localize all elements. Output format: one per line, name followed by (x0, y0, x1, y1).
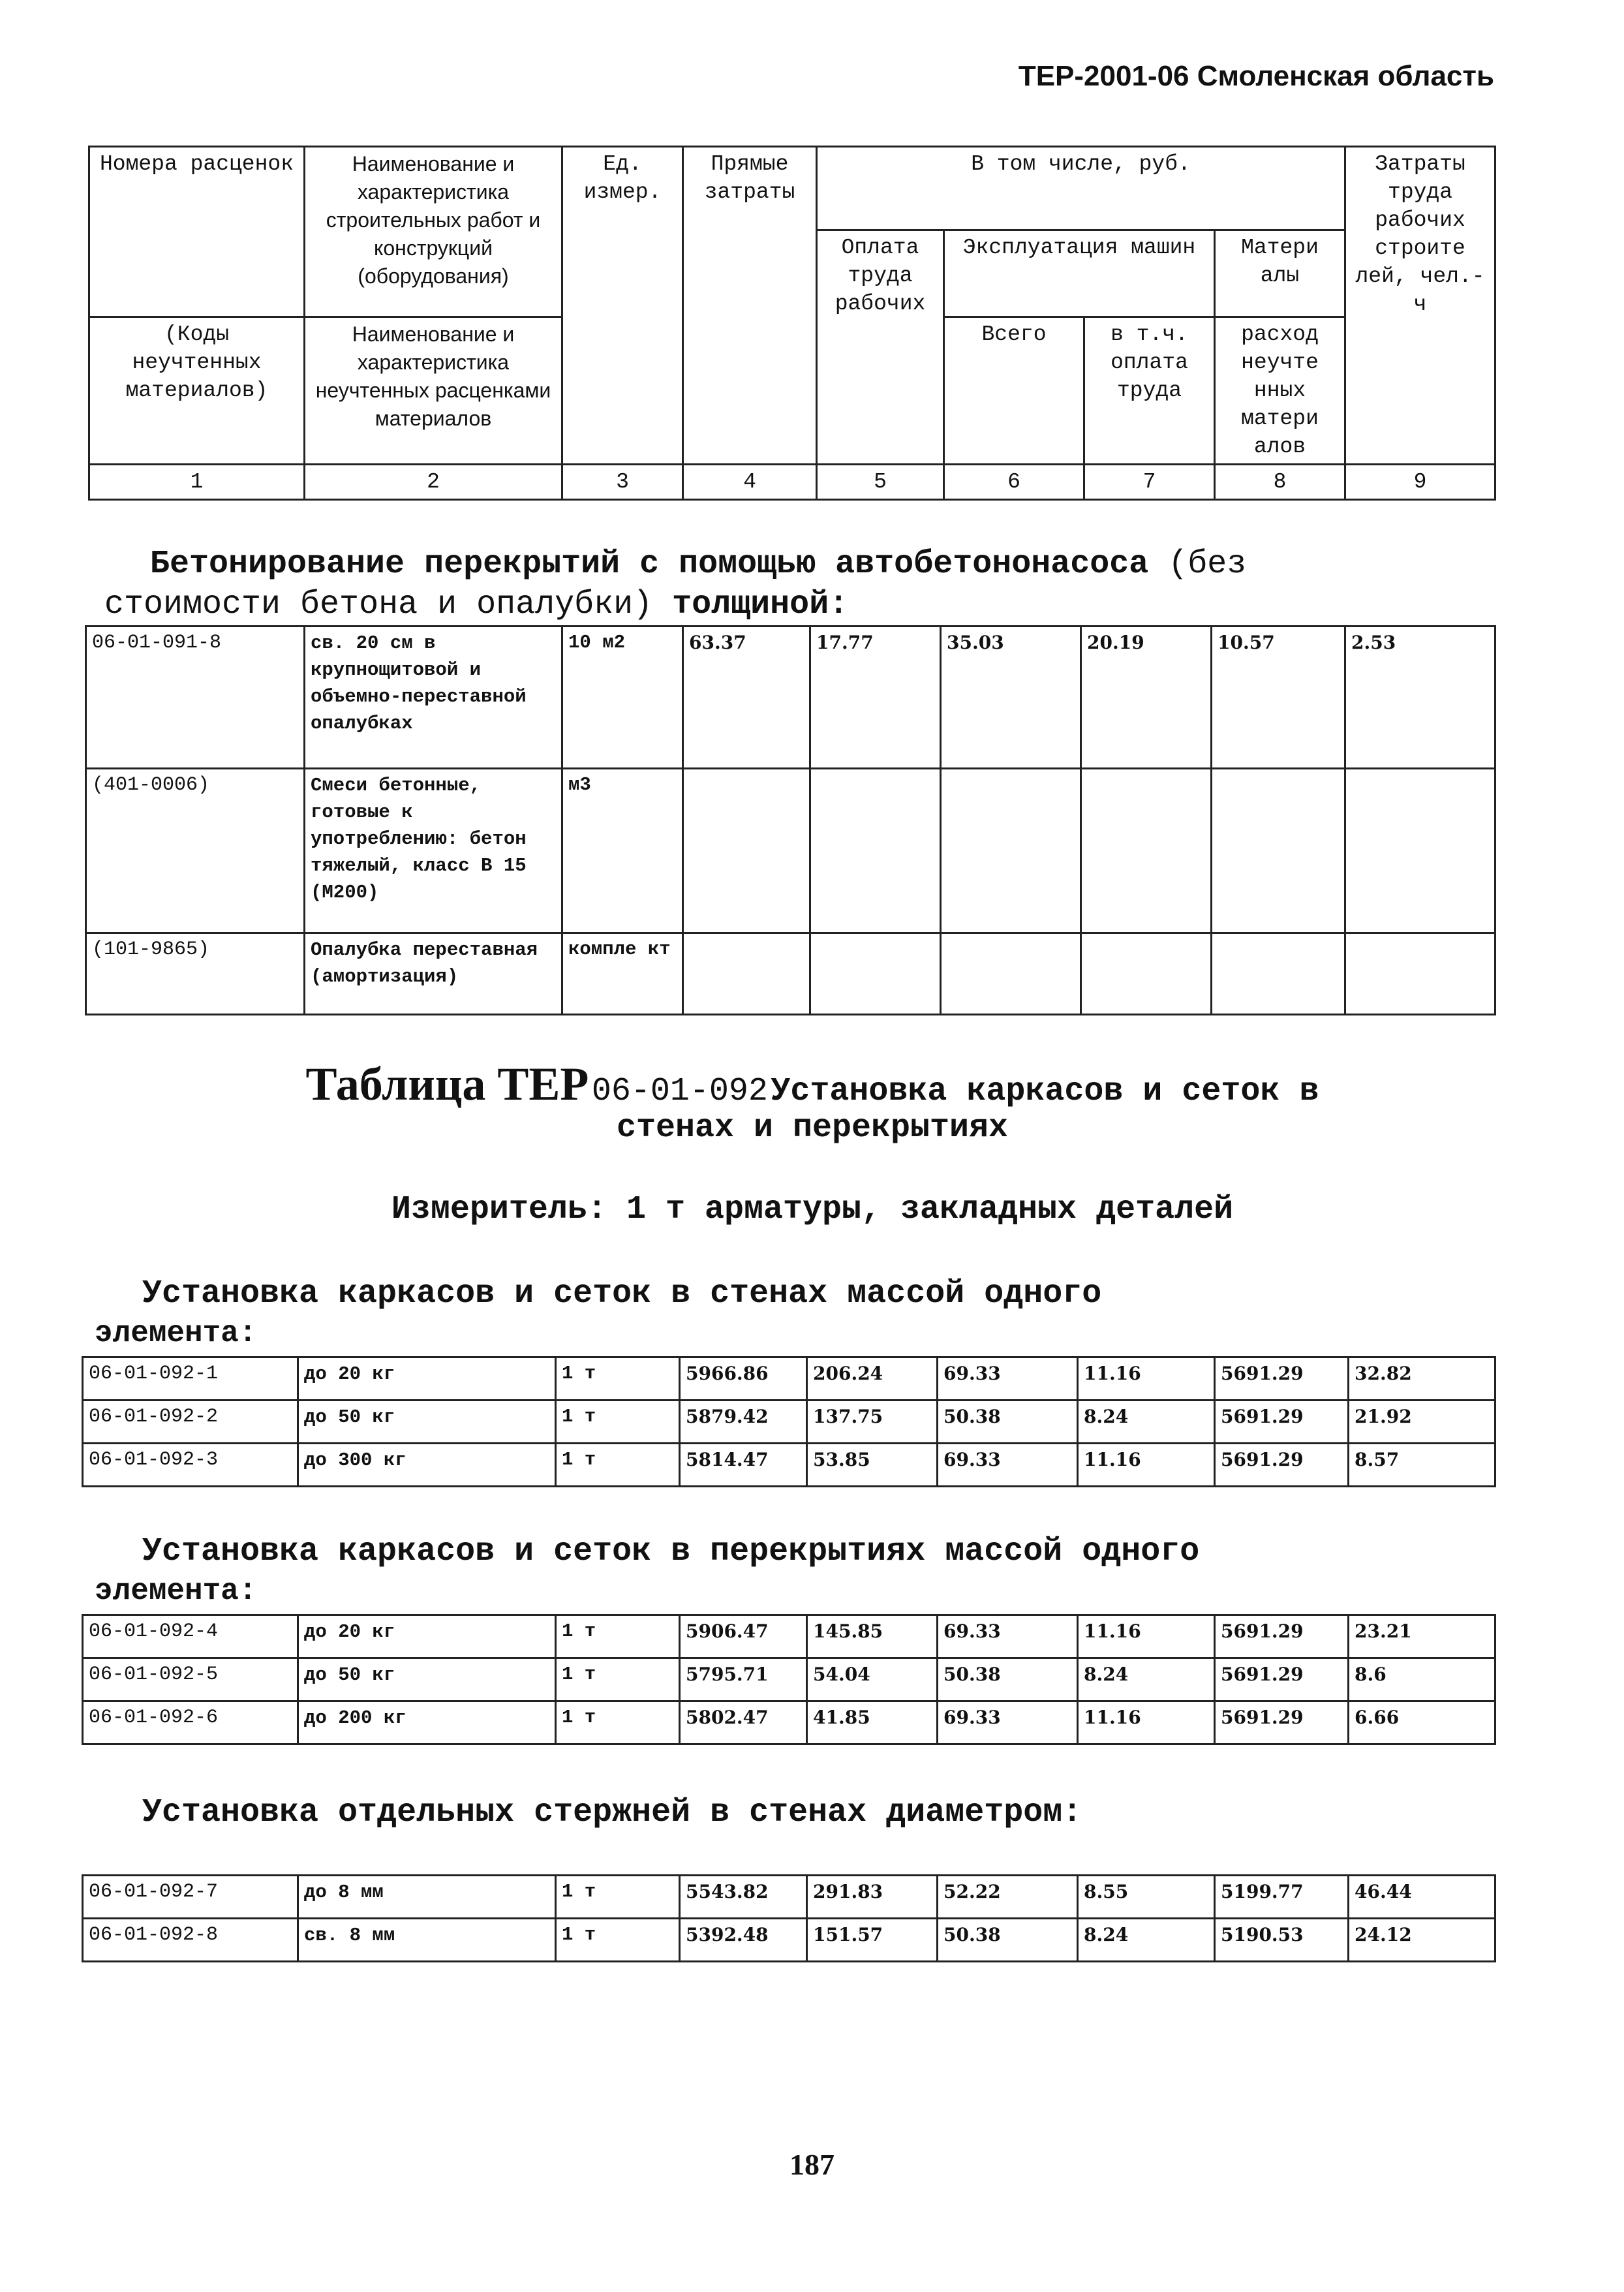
walls-section-title-line2: элемента: (95, 1316, 257, 1350)
row-mach-labor: 8.55 (1078, 1876, 1215, 1919)
row-hours: 21.92 (1349, 1401, 1495, 1444)
row-mach: 35.03 (941, 627, 1081, 769)
row-labor: 54.04 (807, 1658, 938, 1701)
row-unit: 10 м2 (562, 627, 683, 769)
row-code: 06-01-092-7 (83, 1876, 298, 1919)
table-row (83, 1444, 1495, 1487)
row-direct: 5392.48 (680, 1919, 807, 1962)
col-5-header: Оплата труда рабочих (817, 230, 944, 465)
row-mat: 5691.29 (1215, 1401, 1349, 1444)
row-name: до 20 кг (298, 1615, 556, 1658)
row-labor: 291.83 (807, 1876, 938, 1919)
table-row (86, 933, 1495, 1015)
row-hours: 8.6 (1349, 1658, 1495, 1701)
row-labor: 41.85 (807, 1701, 938, 1744)
row-labor (810, 933, 941, 1015)
row-direct (683, 933, 810, 1015)
row-direct: 5879.42 (680, 1401, 807, 1444)
col-3-header: Ед. измер. (562, 147, 683, 465)
table-row (83, 1876, 1495, 1919)
col-2-header: Наименование и характеристика строительных работ и конструкций (оборудования) (305, 147, 562, 317)
row-name: Опалубка переставная (амортизация) (305, 933, 562, 1015)
walls-section-title-line1: Установка каркасов и сеток в стенах массой одного (142, 1275, 1102, 1312)
page-number: 187 (789, 2148, 835, 2181)
row-mach (941, 933, 1081, 1015)
row-mach-labor: 8.24 (1078, 1401, 1215, 1444)
row-mach: 52.22 (938, 1876, 1078, 1919)
row-direct: 5802.47 (680, 1701, 807, 1744)
row-mach-labor: 11.16 (1078, 1444, 1215, 1487)
col-1-header: Номера расценок (89, 147, 305, 317)
col-6-header: Всего (944, 317, 1084, 465)
table-row (83, 1919, 1495, 1962)
row-name: до 50 кг (298, 1658, 556, 1701)
row-name: до 300 кг (298, 1444, 556, 1487)
row-mat: 5190.53 (1215, 1919, 1349, 1962)
table-row (86, 769, 1495, 933)
rods-section-title: Установка отдельных стержней в стенах диаметром: (142, 1794, 1082, 1831)
row-mach: 69.33 (938, 1615, 1078, 1658)
table-row (83, 1401, 1495, 1444)
row-unit: 1 т (556, 1658, 680, 1701)
group-header: В том числе, руб. (817, 147, 1345, 230)
row-mach-labor: 11.16 (1078, 1701, 1215, 1744)
row-direct: 5906.47 (680, 1615, 807, 1658)
row-code: (101-9865) (86, 933, 305, 1015)
table-row (83, 1658, 1495, 1701)
row-code: 06-01-092-1 (83, 1357, 298, 1401)
col-number: 5 (817, 465, 944, 500)
row-unit: компле кт (562, 933, 683, 1015)
concrete-section-title-line1 (150, 543, 1246, 586)
col-number: 3 (562, 465, 683, 500)
col-number: 1 (89, 465, 305, 500)
row-hours: 23.21 (1349, 1615, 1495, 1658)
row-labor: 137.75 (807, 1401, 938, 1444)
row-labor (810, 769, 941, 933)
row-code: 06-01-092-5 (83, 1658, 298, 1701)
row-unit: 1 т (556, 1615, 680, 1658)
page-header-title: ТЕР-2001-06 Смоленская область (1018, 60, 1494, 92)
walls-table (82, 1356, 1496, 1487)
concrete-section-title-line2 (104, 583, 848, 627)
col-number: 6 (944, 465, 1084, 500)
row-mach: 69.33 (938, 1701, 1078, 1744)
col-7-header: в т.ч. оплата труда (1084, 317, 1215, 465)
row-mach-labor: 20.19 (1081, 627, 1212, 769)
row-mach: 50.38 (938, 1919, 1078, 1962)
row-mat: 5199.77 (1215, 1876, 1349, 1919)
row-mat (1212, 769, 1345, 933)
row-labor: 17.77 (810, 627, 941, 769)
row-mach-labor: 8.24 (1078, 1658, 1215, 1701)
col-8-subheader: расход неучте нных матери алов (1215, 317, 1345, 465)
rods-table (82, 1874, 1496, 1962)
row-code: 06-01-092-4 (83, 1615, 298, 1658)
row-mach: 50.38 (938, 1401, 1078, 1444)
row-direct: 63.37 (683, 627, 810, 769)
floors-table (82, 1614, 1496, 1745)
row-code: 06-01-092-3 (83, 1444, 298, 1487)
row-code: 06-01-091-8 (86, 627, 305, 769)
row-unit: м3 (562, 769, 683, 933)
machines-header: Эксплуатация машин (944, 230, 1215, 317)
concrete-title-bold: Бетонирование перекрытий с помощью автобетононасоса (150, 546, 1149, 583)
row-hours: 32.82 (1349, 1357, 1495, 1401)
table-title-line2: стенах и перекрытиях (616, 1109, 1009, 1147)
row-code: 06-01-092-6 (83, 1701, 298, 1744)
row-hours (1345, 769, 1495, 933)
measure-unit: Измеритель: 1 т арматуры, закладных деталей (391, 1191, 1234, 1228)
row-mach: 50.38 (938, 1658, 1078, 1701)
concrete-title-light-2: стоимости бетона и опалубки) (104, 586, 653, 623)
row-mat: 10.57 (1212, 627, 1345, 769)
table-row (83, 1615, 1495, 1658)
row-labor: 206.24 (807, 1357, 938, 1401)
row-hours (1345, 933, 1495, 1015)
row-name: св. 8 мм (298, 1919, 556, 1962)
row-mat: 5691.29 (1215, 1615, 1349, 1658)
row-mat: 5691.29 (1215, 1444, 1349, 1487)
col-9-header: Затраты труда рабочих строите лей, чел.-ч (1345, 147, 1495, 465)
row-name: св. 20 см в крупнощитовой и объемно-переставной опалубках (305, 627, 562, 769)
row-hours: 46.44 (1349, 1876, 1495, 1919)
row-name: до 20 кг (298, 1357, 556, 1401)
col-number: 8 (1215, 465, 1345, 500)
column-header-table (88, 146, 1496, 501)
row-name: Смеси бетонные, готовые к употреблению: бетон тяжелый, класс В 15 (М200) (305, 769, 562, 933)
floors-section-title-line1: Установка каркасов и сеток в перекрытиях массой одного (142, 1533, 1200, 1570)
floors-section-title-line2: элемента: (95, 1574, 257, 1608)
row-mat: 5691.29 (1215, 1701, 1349, 1744)
table-title (130, 1057, 1494, 1111)
row-mach-labor (1081, 933, 1212, 1015)
row-mach (941, 769, 1081, 933)
row-mach-labor: 11.16 (1078, 1615, 1215, 1658)
col-number: 2 (305, 465, 562, 500)
table-title-prefix: Таблица ТЕР (305, 1058, 589, 1110)
table-title-code: 06-01-092 (591, 1073, 768, 1110)
row-unit: 1 т (556, 1876, 680, 1919)
row-labor: 145.85 (807, 1615, 938, 1658)
table-row (83, 1357, 1495, 1401)
row-mach: 69.33 (938, 1444, 1078, 1487)
table-row (86, 627, 1495, 769)
row-mat: 5691.29 (1215, 1357, 1349, 1401)
row-labor: 53.85 (807, 1444, 938, 1487)
row-hours: 6.66 (1349, 1701, 1495, 1744)
row-name: до 50 кг (298, 1401, 556, 1444)
col-2-subheader: Наименование и характеристика неучтенных расценками материалов (305, 317, 562, 465)
col-8-header: Матери алы (1215, 230, 1345, 317)
row-hours: 24.12 (1349, 1919, 1495, 1962)
row-unit: 1 т (556, 1919, 680, 1962)
concrete-title-bold-2: толщиной: (672, 586, 849, 623)
row-code: 06-01-092-2 (83, 1401, 298, 1444)
concrete-title-light: (без (1168, 546, 1247, 583)
row-mach: 69.33 (938, 1357, 1078, 1401)
row-name: до 8 мм (298, 1876, 556, 1919)
row-mach-labor: 8.24 (1078, 1919, 1215, 1962)
col-1-subheader: (Коды неучтенных материалов) (89, 317, 305, 465)
row-labor: 151.57 (807, 1919, 938, 1962)
row-code: (401-0006) (86, 769, 305, 933)
row-name: до 200 кг (298, 1701, 556, 1744)
row-unit: 1 т (556, 1701, 680, 1744)
row-unit: 1 т (556, 1401, 680, 1444)
table-row (83, 1701, 1495, 1744)
row-direct: 5966.86 (680, 1357, 807, 1401)
row-mach-labor: 11.16 (1078, 1357, 1215, 1401)
row-hours: 8.57 (1349, 1444, 1495, 1487)
row-mat: 5691.29 (1215, 1658, 1349, 1701)
row-hours: 2.53 (1345, 627, 1495, 769)
row-direct (683, 769, 810, 933)
row-direct: 5814.47 (680, 1444, 807, 1487)
row-unit: 1 т (556, 1357, 680, 1401)
concrete-table (85, 625, 1496, 1015)
row-mach-labor (1081, 769, 1212, 933)
row-code: 06-01-092-8 (83, 1919, 298, 1962)
row-direct: 5543.82 (680, 1876, 807, 1919)
table-title-text: Установка каркасов и сеток в (771, 1073, 1319, 1110)
row-mat (1212, 933, 1345, 1015)
col-number: 7 (1084, 465, 1215, 500)
col-number: 9 (1345, 465, 1495, 500)
row-direct: 5795.71 (680, 1658, 807, 1701)
col-number: 4 (683, 465, 817, 500)
row-unit: 1 т (556, 1444, 680, 1487)
col-4-header: Прямые затраты (683, 147, 817, 465)
